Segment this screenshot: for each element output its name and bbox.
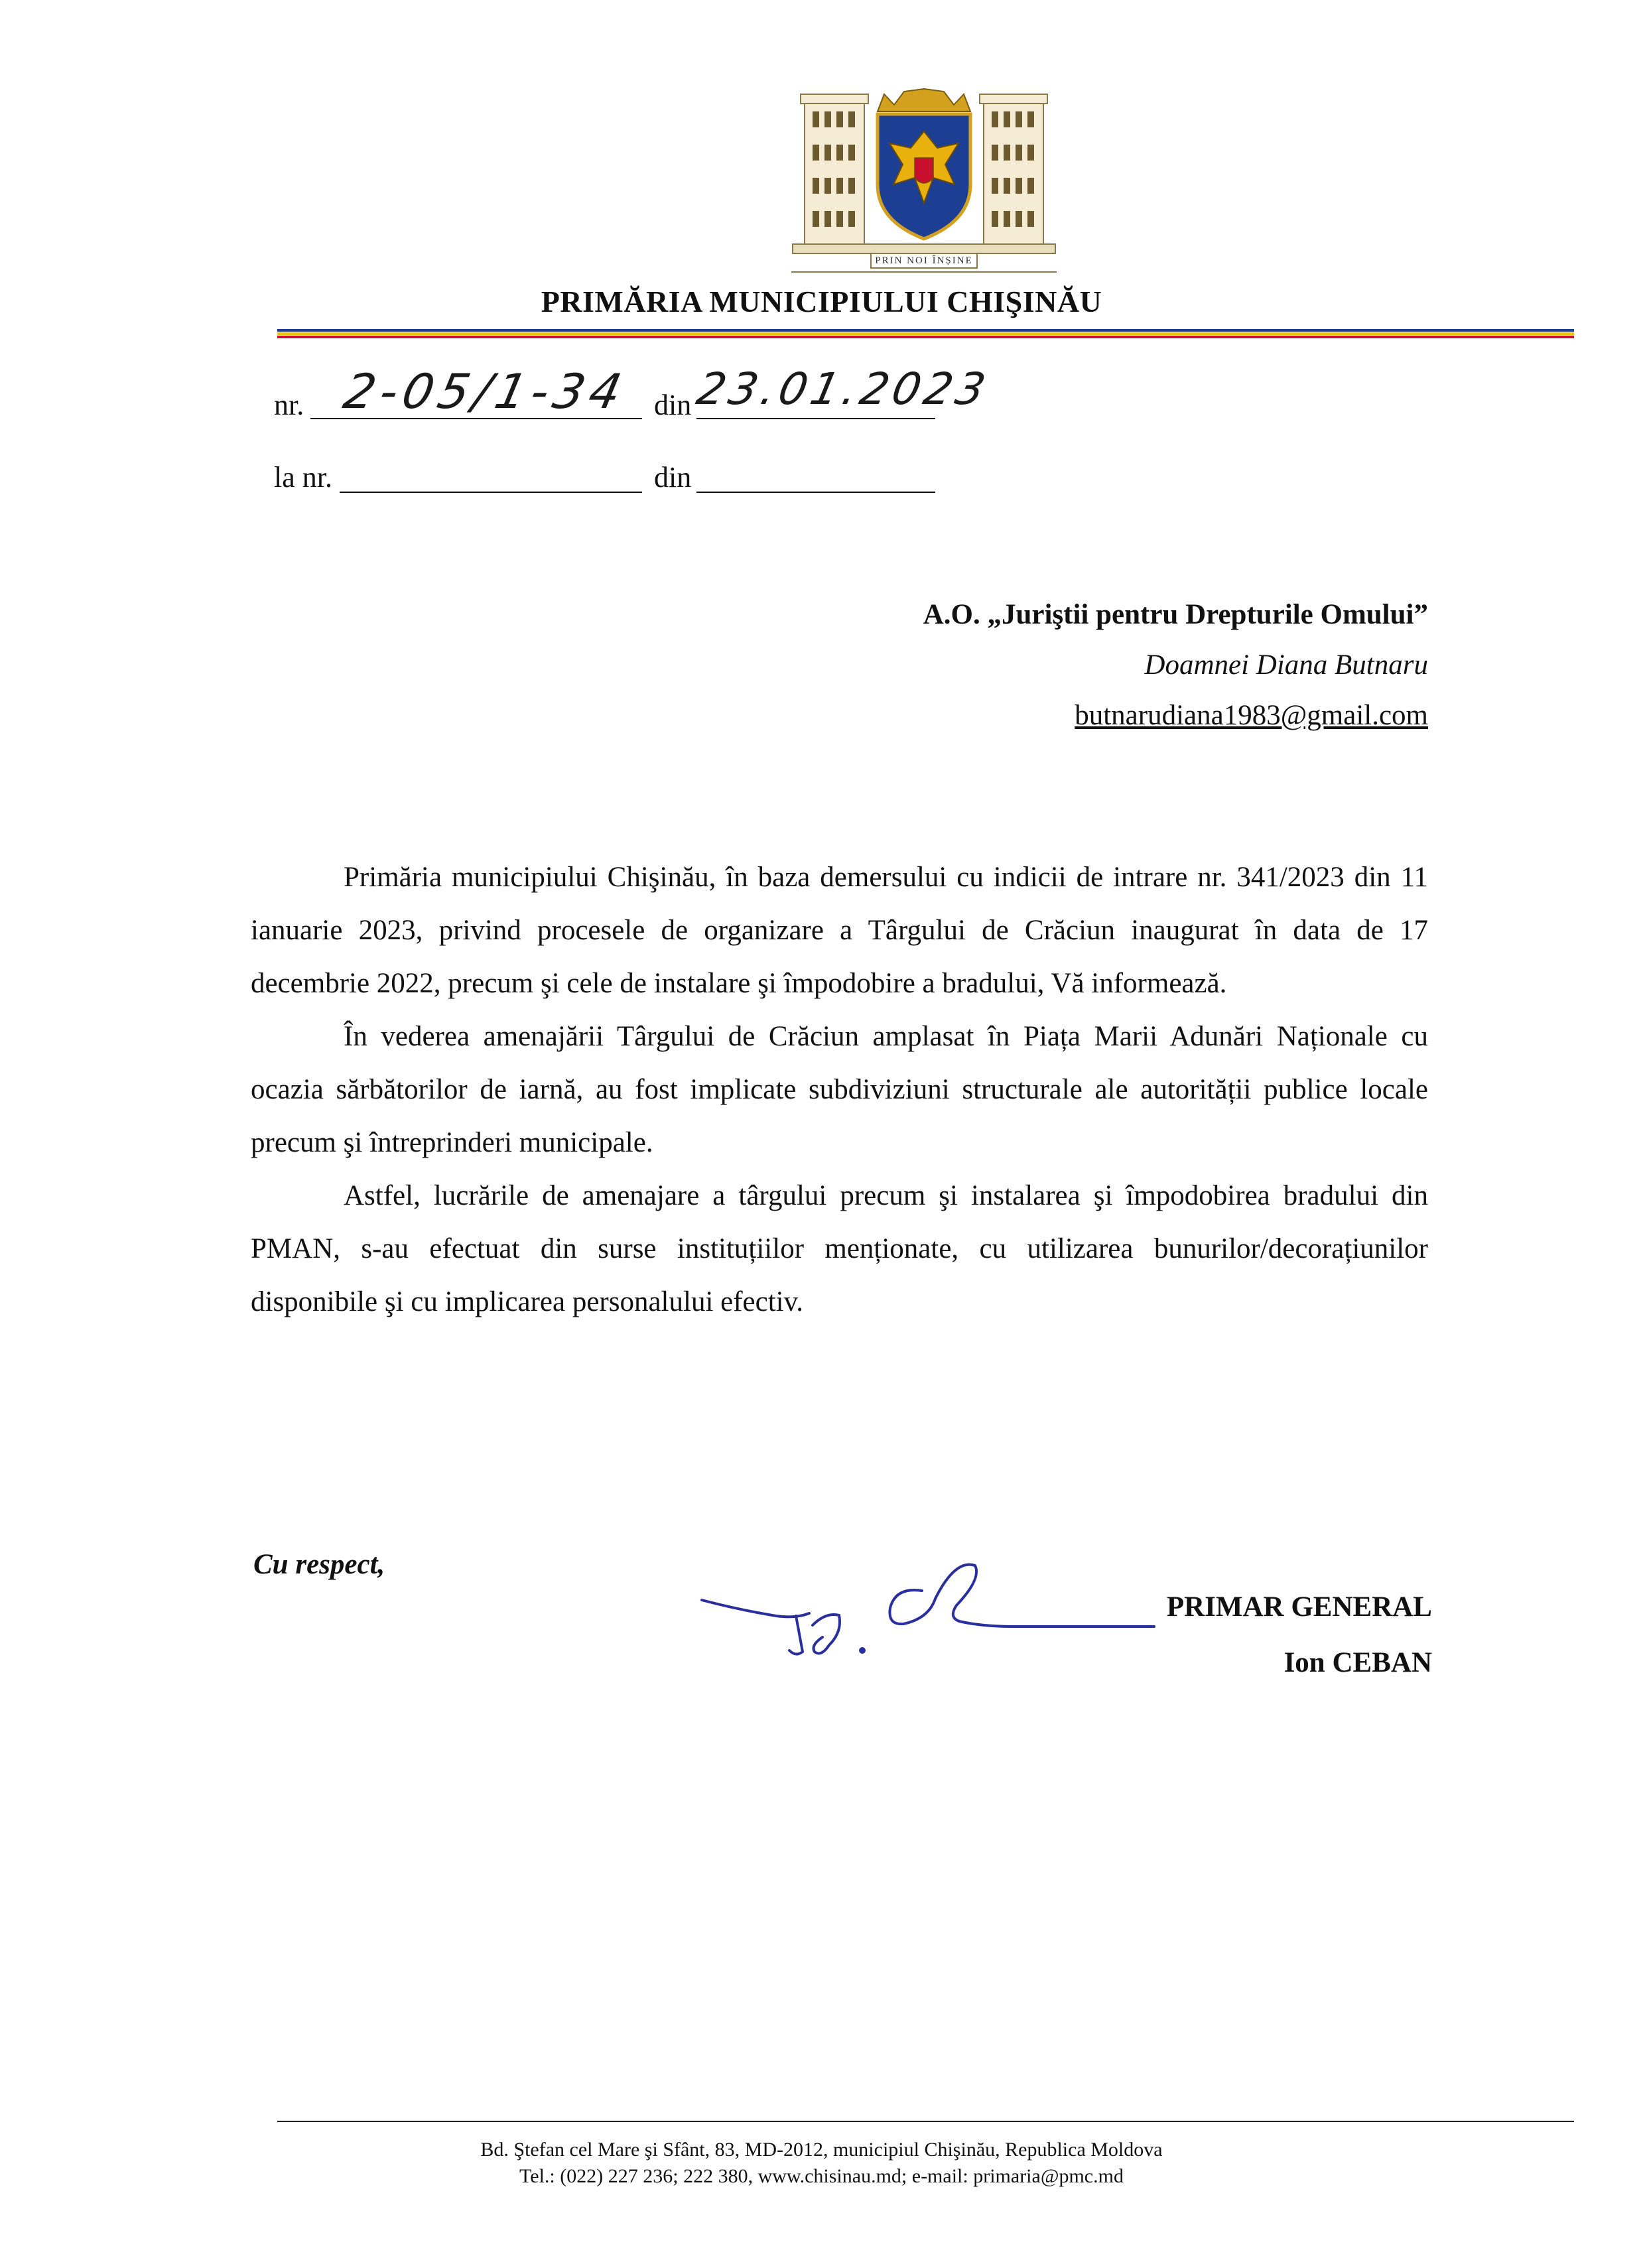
signature-image — [696, 1552, 1161, 1672]
crest-motto: PRIN NOI ÎNȘINE — [875, 255, 973, 266]
closing-salutation: Cu respect, — [253, 1549, 385, 1580]
body-paragraph-2: În vederea amenajării Târgului de Crăciun amplasat în Piața Marii Adunări Naționale cu ocazia sărbătorilor de iarnă, au fost implicate subdiviziuni structurale ale autorității publice locale precum şi întreprinderi municipale. — [251, 1021, 1428, 1158]
tricolor-yellow-stripe — [277, 332, 1574, 335]
reg-la-nr-label: la nr. — [274, 461, 332, 494]
tricolor-red-stripe — [277, 336, 1574, 338]
reg-nr-value: 2-05/1-34 — [339, 364, 632, 419]
reg-nr-label: nr. — [274, 389, 304, 421]
reg-din2-label: din — [654, 461, 692, 494]
signatory-name: Ion CEBAN — [1283, 1647, 1432, 1678]
reg-din-line — [696, 418, 935, 419]
recipient-person: Doamnei Diana Butnaru — [1144, 649, 1428, 681]
body-paragraph-1: Primăria municipiului Chişinău, în baza demersului cu indicii de intrare nr. 341/2023 din 11 ianuarie 2023, privind procesele de organizare a Târgului de Crăciun inaugurat în data de 17 decembrie 2022, precum şi cele de instalare şi împodobire a bradului, Vă informează. — [251, 862, 1428, 999]
body-paragraph-3: Astfel, lucrările de amenajare a târgului precum şi instalarea şi împodobirea bradului din PMAN, s-au efectuat din surse instituțiilor menționate, cu utilizarea bunurilor/decorațiunilor disponibile şi cu implicarea personalului efectiv. — [251, 1180, 1428, 1317]
reg-din-label: din — [654, 389, 692, 421]
reg-din2-line — [696, 492, 935, 493]
recipient-organization: A.O. „Juriştii pentru Drepturile Omului” — [923, 599, 1428, 630]
recipient-email[interactable]: butnarudiana1983@gmail.com — [1075, 700, 1428, 731]
coat-of-arms-emblem — [785, 85, 1063, 277]
tricolor-blue-stripe — [277, 329, 1574, 332]
reg-la-nr-line — [340, 492, 642, 493]
tricolor-rule — [277, 329, 1574, 342]
letter-body — [251, 851, 1428, 1329]
institution-title: PRIMĂRIA MUNICIPIULUI CHIŞINĂU — [541, 285, 1102, 318]
signatory-title: PRIMAR GENERAL — [1166, 1591, 1432, 1623]
footer-address: Bd. Ştefan cel Mare şi Sfânt, 83, MD-2012, municipiul Chişinău, Republica Moldova — [480, 2139, 1163, 2161]
reg-din-value: 23.01.2023 — [692, 364, 994, 415]
footer-contacts: Tel.: (022) 227 236; 222 380, www.chisinau.md; e-mail: primaria@pmc.md — [519, 2165, 1124, 2187]
footer-rule — [277, 2121, 1574, 2122]
